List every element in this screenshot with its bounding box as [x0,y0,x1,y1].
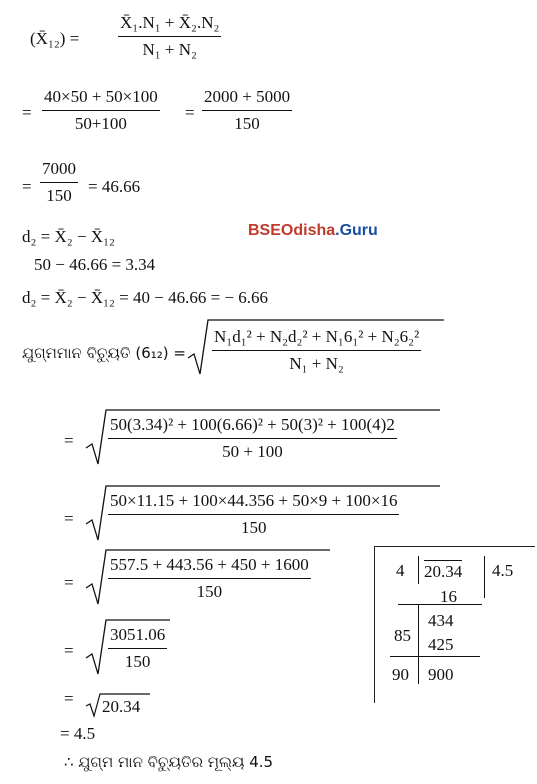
combined-mean-numerator: X̄₁.N₁ + X̄₂.N₂ [118,14,221,37]
step1-den-a: 50+100 [74,113,127,133]
s5-value: 20.34 [102,697,141,716]
div-bar [418,556,419,584]
div-line [398,604,482,605]
step2-fraction [40,160,78,205]
s2-num: 50×11.15 + 100×44.356 + 50×9 + 100×16 [108,492,399,515]
combined-sd-fraction [212,328,421,373]
step1-fraction-b [202,88,292,133]
s3-num: 557.5 + 443.56 + 450 + 1600 [108,556,311,579]
step1-den-b: 150 [234,113,260,133]
step2-result: = 46.66 [88,177,141,196]
s3-den: 150 [196,581,223,601]
s4-num: 3051.06 [108,626,167,649]
s3-fraction [108,556,311,601]
div-r3-b: 425 [428,635,454,654]
eq-sign: = [64,689,74,708]
eq-sign: = [185,103,195,122]
combined-sd-label: ଯୁଗ୍ମମାନ ବିଚ୍ୟୁତି (6₁₂) = [22,344,186,362]
combined-sd-den: N₁ + N₂ [289,353,344,373]
eq-sign: = [22,103,32,122]
div-r1-divisor: 4 [396,561,405,580]
s1-fraction [108,416,397,461]
d2-definition: d₂ = X̄₂ − X̄₁₂ [22,227,115,246]
s4-fraction [108,626,167,671]
s1-num: 50(3.34)² + 100(6.66)² + 50(3)² + 100(4)2 [108,416,397,439]
step2-den: 150 [46,185,72,205]
div-r1-dividend: 20.34 [424,562,463,581]
conclusion: ∴ ଯୁଗ୍ମ ମାନ ବିଚ୍ୟୁତିର ମୂଲ୍ୟ 4.5 [64,753,274,771]
s2-den: 150 [240,517,267,537]
eq-sign: = [64,573,74,592]
div-r4-divisor: 90 [392,665,409,684]
eq-sign: = [64,641,74,660]
step2-num: 7000 [40,160,78,183]
div-r3-a: 434 [428,611,454,630]
eq-sign: = [22,177,32,196]
watermark [248,222,378,240]
d1-calculation: 50 − 46.66 = 3.34 [34,255,156,274]
s4-den: 150 [124,651,151,671]
d2-calculation: d₂ = X̄₂ − X̄₁₂ = 40 − 46.66 = − 6.66 [22,288,269,307]
div-quotient: 4.5 [492,561,514,580]
div-bar [484,556,485,598]
watermark-part2: .Guru [335,222,378,239]
s1-den: 50 + 100 [222,441,283,461]
eq-sign: = [64,431,74,450]
combined-sd-num: N₁d₁² + N₂d₂² + N₁6₁² + N₂6₂² [212,328,421,351]
combined-mean-fraction [118,14,221,59]
s6-value: = 4.5 [60,724,96,743]
div-r2: 16 [440,587,457,606]
combined-mean-denominator: N₁ + N₂ [142,39,197,59]
combined-mean-lhs: (X̄₁₂) = [30,29,80,48]
div-bar [418,604,419,684]
step1-num-b: 2000 + 5000 [202,88,292,111]
div-r3-divisor: 85 [394,626,411,645]
step1-num-a: 40×50 + 50×100 [42,88,160,111]
div-r4-a: 900 [428,665,454,684]
step1-fraction-a [42,88,160,133]
div-line [390,656,480,657]
eq-sign: = [64,509,74,528]
watermark-part1: BSEOdisha [248,222,336,239]
s2-fraction [108,492,399,537]
